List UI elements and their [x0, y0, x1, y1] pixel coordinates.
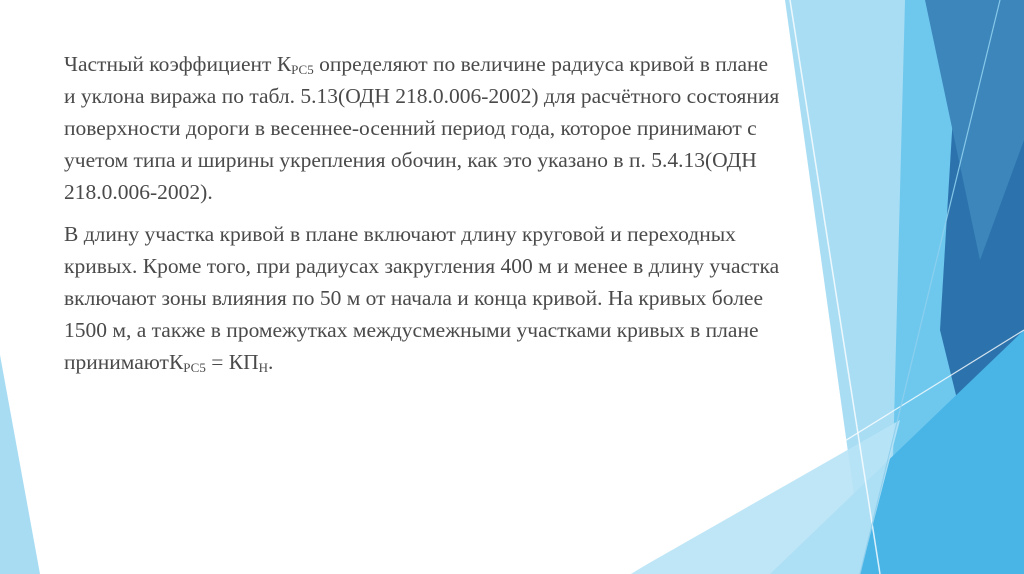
paragraph-2-subscript-1: РС5 — [183, 360, 206, 375]
paragraph-2-end: . — [268, 350, 274, 374]
slide-body-text — [64, 48, 784, 388]
paragraph-1-subscript: РС5 — [291, 62, 314, 77]
paragraph-1-lead: Частный коэффициент К — [64, 52, 292, 76]
paragraph-2-subscript-2: Н — [258, 360, 268, 375]
paragraph-1 — [64, 48, 784, 208]
left-edge-light-wedge — [0, 355, 40, 574]
paragraph-2-mid: = КП — [205, 350, 259, 374]
paragraph-2 — [64, 218, 784, 378]
paragraph-2-text: В длину участка кривой в плане включают длину круговой и переходных кривых. Кроме того, при радиусах закругления 400 м и менее в длину участка включают зоны влияния по 50 м от начала и конца кривой. На кривых более 1500 м, а также в промежутках междусмежными участками кривых в плане принимаютК — [64, 222, 780, 374]
paragraph-1-rest: определяют по величине радиуса кривой в плане и уклона виража по табл. 5.13(ОДН 218.0.006-2002) для расчётного состояния поверхности дороги в весеннее-осенний период года, которое принимают с учетом типа и ширины укрепления обочин, как это указано в п. 5.4.13(ОДН 218.0.006-2002). — [64, 52, 780, 204]
